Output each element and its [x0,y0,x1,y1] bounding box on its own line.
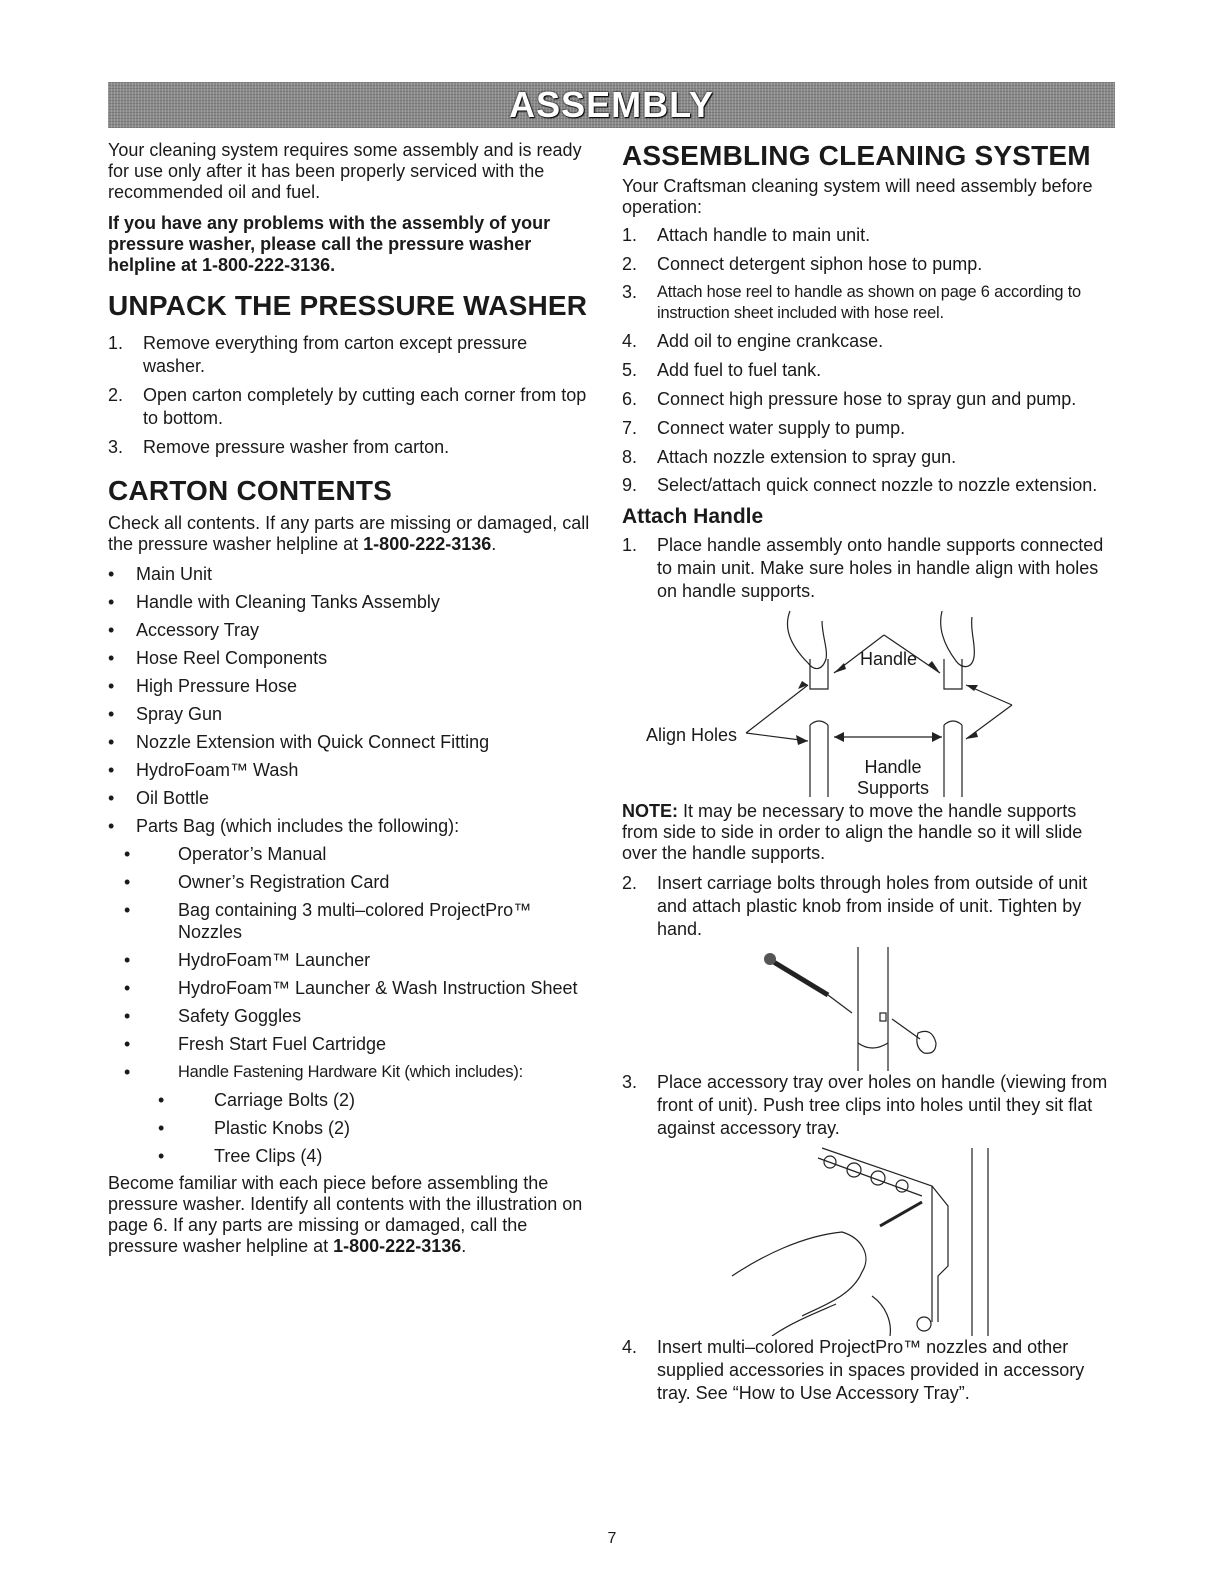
accessory-tray-figure [622,1146,1115,1336]
attach-handle-heading: Attach Handle [622,505,764,528]
unpack-steps [108,332,590,459]
list-item: 5. Add fuel to fuel tank. [622,360,822,380]
list-item: 6. Connect high pressure hose to spray gun and pump. [622,389,1077,409]
figure-label-handle: Handle [860,649,918,669]
list-item: • Handle with Cleaning Tanks Assembly [108,592,440,612]
list-item: • Parts Bag (which includes the following): [108,816,460,836]
list-item: • Spray Gun [108,704,223,724]
list-item: • Accessory Tray [108,620,260,640]
list-item: 2. Open carton completely by cutting each corner from top to bottom. [108,385,587,428]
list-item: • Safety Goggles [124,1006,302,1026]
list-item: • HydroFoam™ Launcher & Wash Instruction Sheet [124,978,578,998]
section-banner [108,82,1115,128]
right-column [622,140,1115,1411]
left-column [108,140,590,1257]
intro-paragraph: Your cleaning system requires some assembly and is ready for use only after it has been properly serviced with the recommended oil and fuel. [108,140,582,202]
list-item: • Owner’s Registration Card [124,872,390,892]
list-item: 3. Remove pressure washer from carton. [108,437,450,457]
list-item: 2. Connect detergent siphon hose to pump. [622,254,983,274]
carriage-bolt-figure [622,947,1115,1071]
page-number: 7 [607,1530,617,1547]
figure-label-handle-supports: Handle Supports [856,757,930,798]
carriage-bolt-illustration [622,947,1115,1071]
assembling-intro: Your Craftsman cleaning system will need assembly before operation: [622,176,1093,217]
carton-contents-heading: CARTON CONTENTS [108,475,393,506]
accessory-tray-illustration [622,1146,1115,1336]
list-item: • Main Unit [108,564,213,584]
unpack-heading: UNPACK THE PRESSURE WASHER [108,290,588,321]
list-item: 4. Add oil to engine crankcase. [622,331,884,351]
helpline-phone: 1-800-222-3136 [363,534,492,554]
list-item: • HydroFoam™ Wash [108,760,299,780]
handle-alignment-figure [622,609,1115,797]
list-item: 3. Attach hose reel to handle as shown on page 6 according to instruction sheet included with hose reel. [622,282,1081,322]
list-item: 1. Attach handle to main unit. [622,225,871,245]
list-item: • Bag containing 3 multi–colored ProjectPro™ Nozzles [124,900,532,942]
list-item: • High Pressure Hose [108,676,298,696]
list-item: 9. Select/attach quick connect nozzle to nozzle extension. [622,475,1098,495]
assembling-heading: ASSEMBLING CLEANING SYSTEM [622,140,1091,171]
section-title: ASSEMBLY [509,84,714,125]
list-item: • HydroFoam™ Launcher [124,950,371,970]
helpline-note: If you have any problems with the assembly of your pressure washer, please call the pressure washer helpline at 1-800-222-3136. [108,213,551,275]
figure-label-align-holes: Align Holes [646,725,738,745]
contents-outro: Become familiar with each piece before assembling the pressure washer. Identify all contents with the illustration on page 6. If any parts are missing or damaged, call the pressure washer helpline at 1-800-222-3136. [108,1173,583,1256]
contents-intro: Check all contents. If any parts are missing or damaged, call the pressure washer helpline at 1-800-222-3136. [108,513,590,554]
list-item: 4. Insert multi–colored ProjectPro™ nozzles and other supplied accessories in spaces provided in accessory tray. See “How to Use Accessory Tray”. [622,1337,1085,1403]
list-item: 8. Attach nozzle extension to spray gun. [622,447,957,467]
list-item: 1. Remove everything from carton except pressure washer. [108,333,528,376]
list-item: • Oil Bottle [108,788,210,808]
list-item: • Fresh Start Fuel Cartridge [124,1034,387,1054]
helpline-phone: 1-800-222-3136 [333,1236,462,1256]
assembling-steps [622,224,1115,496]
list-item: • Carriage Bolts (2) [158,1090,356,1110]
list-item: • Plastic Knobs (2) [158,1118,351,1138]
list-item: 1. Place handle assembly onto handle supports connected to main unit. Make sure holes in handle align with holes on handle supports. [622,535,1104,601]
list-item: • Operator’s Manual [124,844,327,864]
list-item: • Tree Clips (4) [158,1146,323,1166]
list-item: 3. Place accessory tray over holes on handle (viewing from front of unit). Push tree clips into holes until they sit flat against accessory tray. [622,1072,1108,1138]
list-item: • Nozzle Extension with Quick Connect Fitting [108,732,490,752]
list-item: 7. Connect water supply to pump. [622,418,906,438]
handle-note: NOTE: It may be necessary to move the handle supports from side to side in order to align the handle so it will slide over the handle supports. [622,801,1083,863]
carton-contents-list [108,563,590,1167]
list-item: 2. Insert carriage bolts through holes from outside of unit and attach plastic knob from inside of unit. Tighten by hand. [622,873,1088,939]
list-item: • Hose Reel Components [108,648,328,668]
list-item: • Handle Fastening Hardware Kit (which includes): [124,1062,523,1082]
